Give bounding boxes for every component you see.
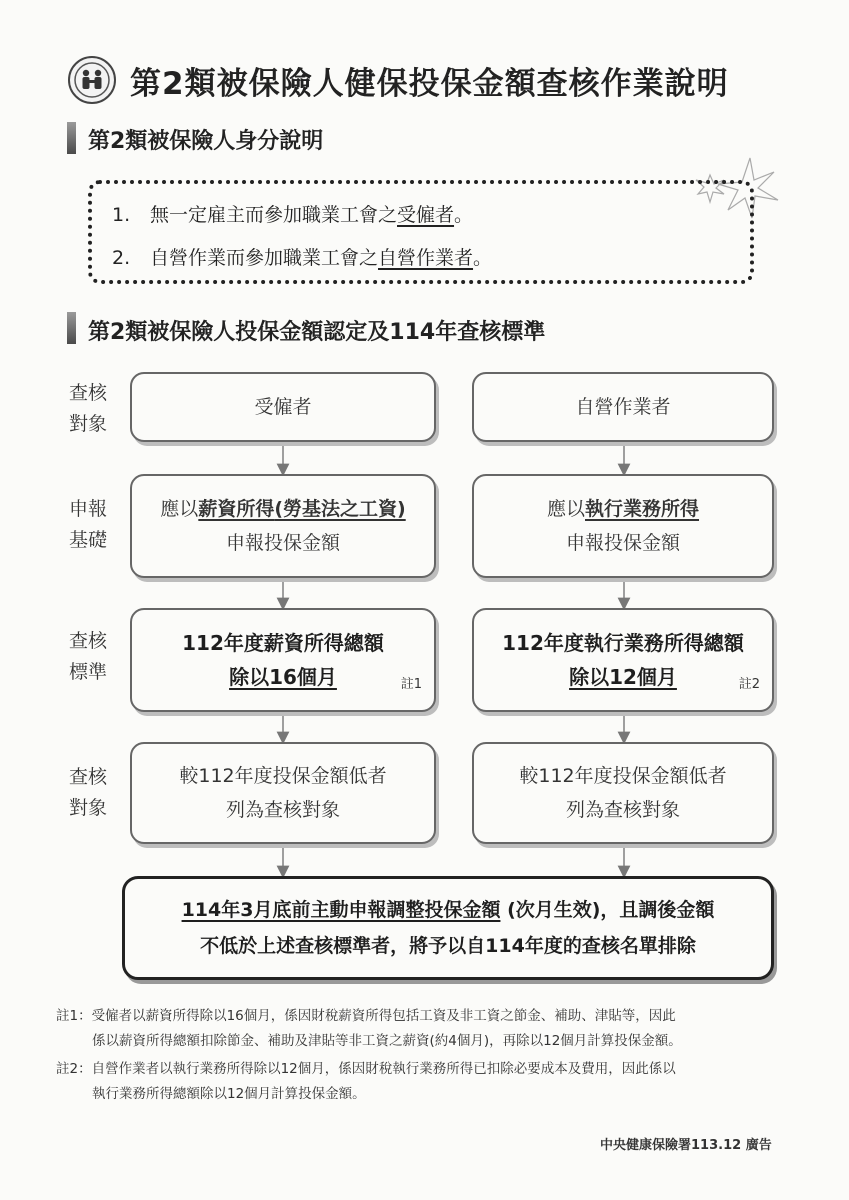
row-label-basis: 申報 基礎 <box>68 498 107 551</box>
identity-item-1: 1. 無一定雇主而參加職業工會之受僱者。 <box>112 204 474 226</box>
box-basis-employee: 應以薪資所得(勞基法之工資) 申報投保金額 <box>130 474 436 578</box>
footnote-1-line-2: 係以薪資所得總額扣除節金、補助及津貼等非工資之薪資(約4個月)，再除以12個月計算投保金額。 <box>92 1033 682 1049</box>
note-ref-1: 註1 <box>400 677 422 692</box>
note-ref-2: 註2 <box>738 677 760 692</box>
box-target-employee: 受僱者 <box>130 372 436 442</box>
ad-credit: 中央健康保險署113.12 廣告 <box>600 1138 772 1153</box>
box-target-self-employed: 自營作業者 <box>472 372 774 442</box>
footnote-2-line-2: 執行業務所得總額除以12個月計算投保金額。 <box>92 1086 366 1102</box>
footnote-2-line-1: 註2：自營作業者以執行業務所得除以12個月，係因財稅執行業務所得已扣除必要成本及費用，因此係以 <box>56 1061 676 1077</box>
footnote-1-line-1: 註1：受僱者以薪資所得除以16個月，係因財稅薪資所得包括工資及非工資之節金、補助、津貼等，因此 <box>56 1008 676 1024</box>
row-label-standard: 查核 標準 <box>68 630 107 683</box>
section-title-standards: 第2類被保險人投保金額認定及114年查核標準 <box>88 320 546 345</box>
box-standard-employee: 112年度薪資所得總額 除以16個月 註1 <box>130 608 436 712</box>
row-label-target: 查核 對象 <box>68 382 107 435</box>
identity-item-2: 2. 自營作業而參加職業工會之自營作業者。 <box>112 247 493 269</box>
box-result-employee: 較112年度投保金額低者 列為查核對象 <box>130 742 436 844</box>
box-basis-self-employed: 應以執行業務所得 申報投保金額 <box>472 474 774 578</box>
page-title: 第2類被保險人健保投保金額查核作業說明 <box>130 66 729 102</box>
box-result-self-employed: 較112年度投保金額低者 列為查核對象 <box>472 742 774 844</box>
row-label-result: 查核 對象 <box>68 766 107 819</box>
section-title-identity: 第2類被保險人身分說明 <box>88 129 324 154</box>
box-standard-self-employed: 112年度執行業務所得總額 除以12個月 註2 <box>472 608 774 712</box>
final-conclusion-box: 114年3月底前主動申報調整投保金額 (次月生效)，且調後金額 不低於上述查核標準者，將予以自114年度的查核名單排除 <box>122 876 774 980</box>
